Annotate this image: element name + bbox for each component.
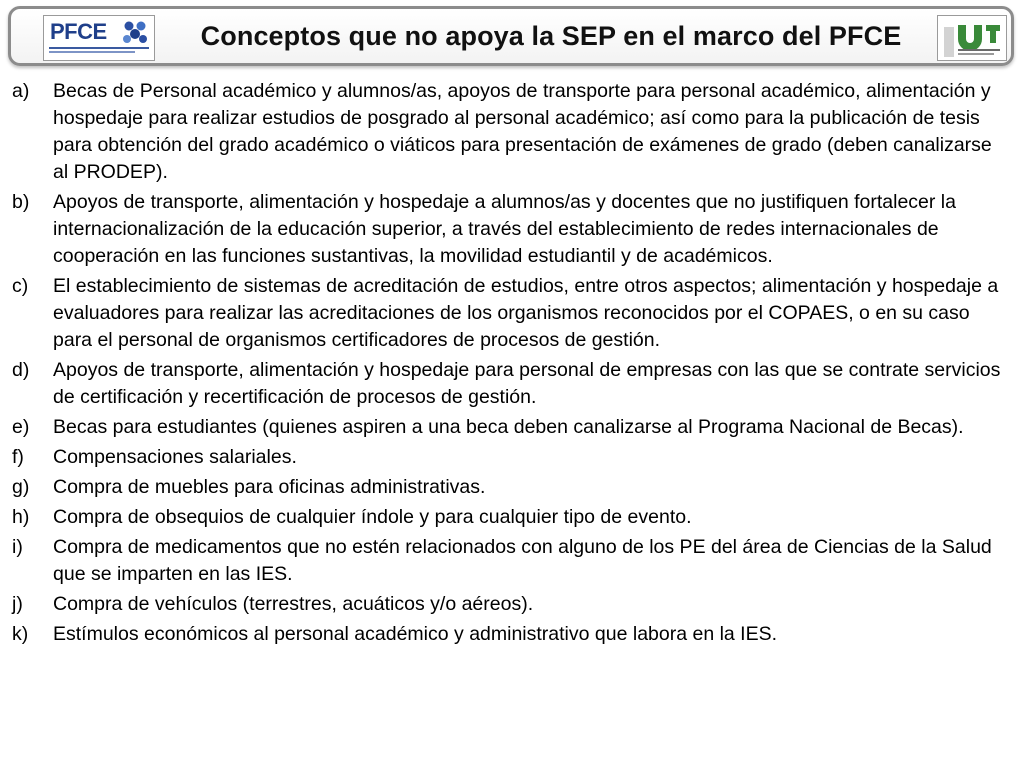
list-item [12, 591, 1012, 618]
list-marker: d) [12, 359, 30, 381]
list-item-text: Apoyos de transporte, alimentación y hospedaje a alumnos/as y docentes que no justifiquen fortalecer la internacionalización de la educación superior, a través del establecimiento de redes internacionales de cooperación en las funciones sustantivas, la movilidad estudiantil y de académicos. [53, 191, 956, 267]
list-item-text: Compensaciones salariales. [53, 446, 297, 468]
list-item [12, 621, 1012, 648]
pfce-logo-text: PFCE [50, 19, 107, 44]
list-item [12, 357, 1012, 411]
list-item-text: Apoyos de transporte, alimentación y hospedaje para personal de empresas con las que se contrate servicios de certificación y recertificación de procesos de gestión. [53, 359, 1001, 408]
list-marker: f) [12, 446, 24, 468]
list-item [12, 414, 1012, 441]
list-marker: a) [12, 80, 30, 102]
list-item [12, 78, 1012, 186]
list-item-text: El establecimiento de sistemas de acreditación de estudios, entre otros aspectos; alimentación y hospedaje a evaluadores para realizar las acreditaciones de los organismos reconocidos por el COPAES, o en su caso para el personal de organismos certificadores de procesos de gestión. [53, 275, 999, 351]
list-marker: e) [12, 416, 30, 438]
list-item [12, 444, 1012, 471]
list-item-text: Compra de medicamentos que no estén relacionados con alguno de los PE del área de Ciencias de la Salud que se imparten en las IES. [53, 536, 992, 585]
list-item [12, 474, 1012, 501]
list-item [12, 504, 1012, 531]
list-item [12, 534, 1012, 588]
list-item [12, 189, 1012, 270]
list-marker: g) [12, 476, 30, 498]
list-marker: i) [12, 536, 23, 558]
list-item-text: Estímulos económicos al personal académico y administrativo que labora en la IES. [53, 623, 778, 645]
pfce-logo [43, 15, 155, 61]
utp-logo-mark [942, 19, 1002, 59]
utp-logo [937, 15, 1007, 61]
list-item-text: Becas de Personal académico y alumnos/as, apoyos de transporte para personal académico, alimentación y hospedaje para realizar estudios de posgrado al personal académico; así como para la publicación de tesis para obtención del grado académico o viáticos para presentación de exámenes de grado (deben canalizarse al PRODEP). [53, 80, 992, 183]
people-icon [120, 20, 150, 46]
list-item-text: Compra de obsequios de cualquier índole y para cualquier tipo de evento. [53, 506, 692, 528]
list-item-text: Compra de muebles para oficinas administrativas. [53, 476, 486, 498]
list-marker: h) [12, 506, 30, 528]
list-item-text: Becas para estudiantes (quienes aspiren a una beca deben canalizarse al Programa Nacional de Becas). [53, 416, 964, 438]
pfce-subtitle-lines [49, 46, 149, 55]
concepts-list [12, 78, 1012, 651]
list-item [12, 273, 1012, 354]
list-item-text: Compra de vehículos (terrestres, acuáticos y/o aéreos). [53, 593, 534, 615]
header-bar [8, 6, 1014, 66]
list-marker: c) [12, 275, 29, 297]
list-marker: j) [12, 593, 23, 615]
list-marker: k) [12, 623, 29, 645]
page-title: Conceptos que no apoya la SEP en el marco del PFCE [200, 20, 902, 51]
list-marker: b) [12, 191, 30, 213]
